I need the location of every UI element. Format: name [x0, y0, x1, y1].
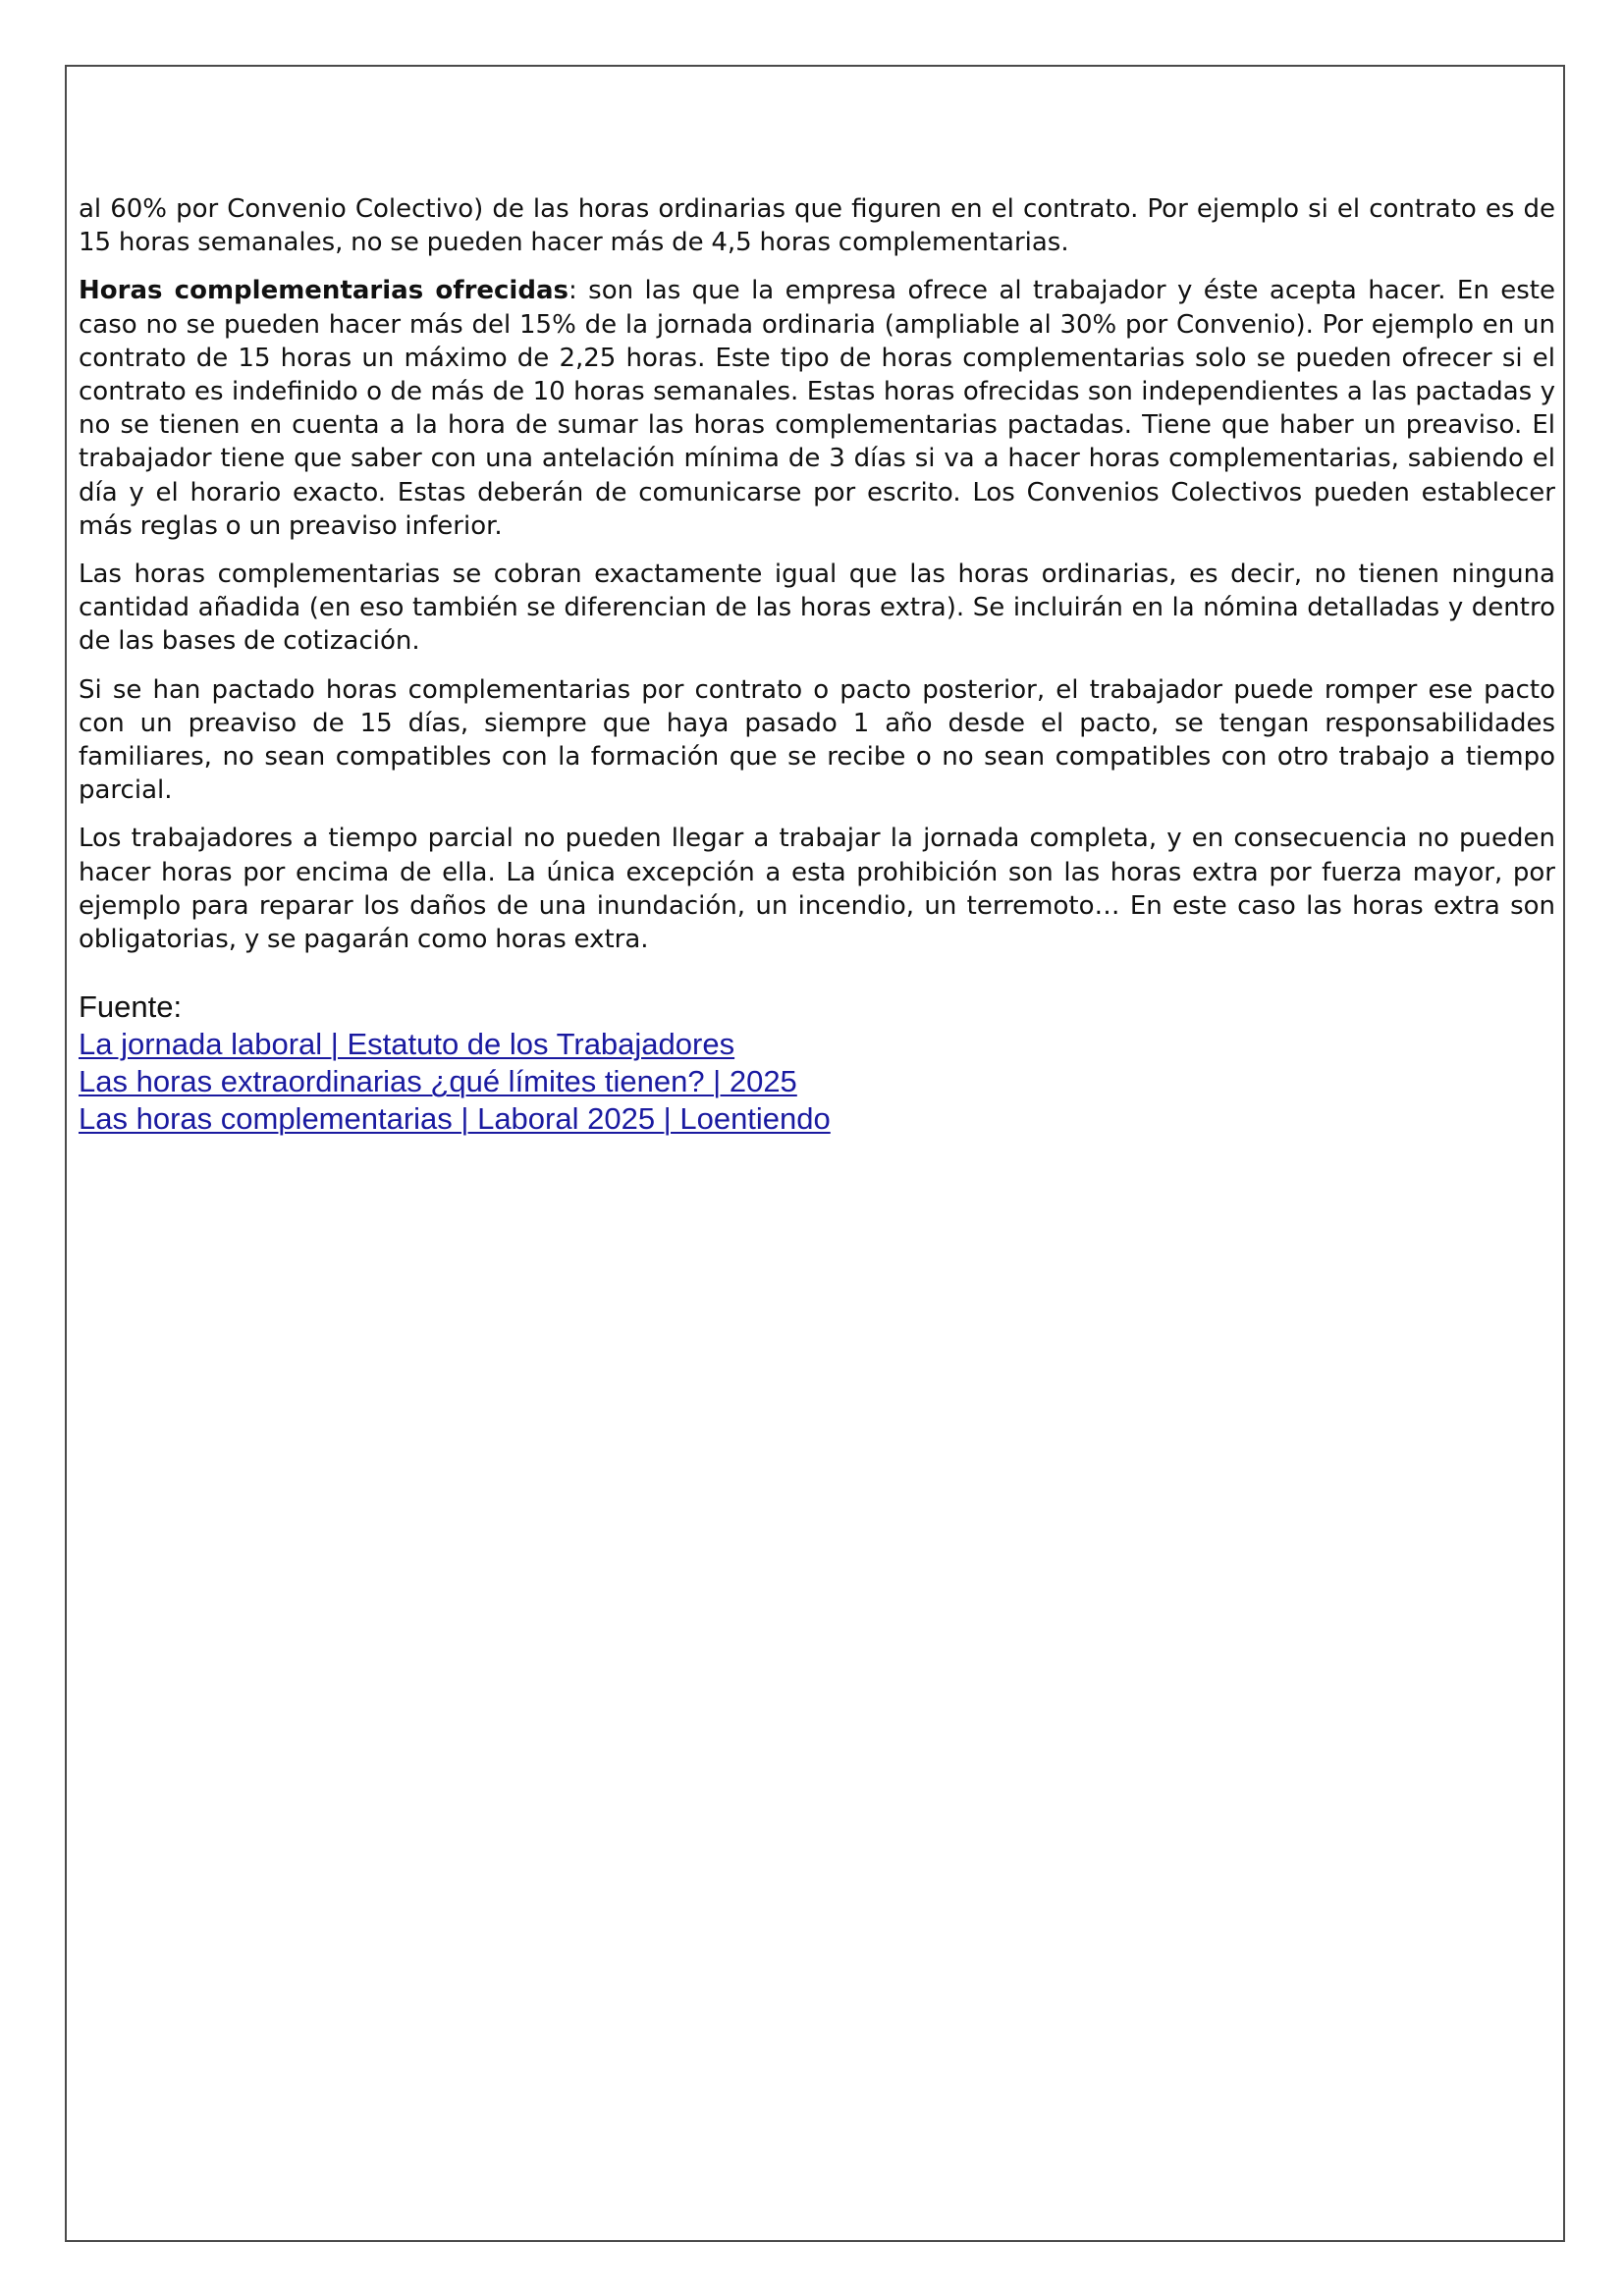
- paragraph-5: [79, 822, 1555, 956]
- paragraph-text: Los trabajadores a tiempo parcial no pueden llegar a trabajar la jornada completa, y en consecuencia no pueden hacer horas por encima de ella. La única excepción a esta prohibición son las horas extra por fuerza mayor, por ejemplo para reparar los daños de una inundación, un incendio, un terremoto… En este caso las horas extra son obligatorias, y se pagarán como horas extra.: [79, 824, 1555, 955]
- paragraph-lead-bold: Horas complementarias ofrecidas: [79, 276, 568, 306]
- paragraph-text: Si se han pactado horas complementarias por contrato o pacto posterior, el trabajador puede romper ese pacto con un preaviso de 15 días, siempre que haya pasado 1 año desde el pacto, se tengan responsabilidades familiares, no sean compatibles con la formación que se recibe o no sean compatibles con otro trabajo a tiempo parcial.: [79, 674, 1555, 806]
- source-link-jornada-laboral[interactable]: La jornada laboral | Estatuto de los Trabajadores: [79, 1027, 735, 1062]
- sources-label: Fuente:: [79, 989, 183, 1025]
- paragraph-3: [79, 558, 1555, 659]
- paragraph-text: : son las que la empresa ofrece al trabajador y éste acepta hacer. En este caso no se pueden hacer más del 15% de la jornada ordinaria (ampliable al 30% por Convenio). Por ejemplo en un contrato de 15 horas un máximo de 2,25 horas. Este tipo de horas complementarias solo se pueden ofrecer si el contrato es indefinido o de más de 10 horas semanales. Estas horas ofrecidas son independientes a las pactadas y no se tienen en cuenta a la hora de sumar las horas complementarias pactadas. Tiene que haber un preaviso. El trabajador tiene que saber con una antelación mínima de 3 días si va a hacer horas complementarias, sabiendo el día y el horario exacto. Estas deberán de comunicarse por escrito. Los Convenios Colectivos pueden establecer más reglas o un preaviso inferior.: [79, 276, 1555, 541]
- source-link-horas-extraordinarias[interactable]: Las horas extraordinarias ¿qué límites tienen? | 2025: [79, 1064, 797, 1099]
- document-body: [79, 192, 1555, 1138]
- paragraph-text: al 60% por Convenio Colectivo) de las horas ordinarias que figuren en el contrato. Por ejemplo si el contrato es de 15 horas semanales, no se pueden hacer más de 4,5 horas complementarias.: [79, 194, 1555, 258]
- paragraph-4: [79, 673, 1555, 808]
- sources-section: [79, 988, 1555, 1138]
- paragraph-2: [79, 274, 1555, 543]
- paragraph-text: Las horas complementarias se cobran exactamente igual que las horas ordinarias, es decir, no tienen ninguna cantidad añadida (en eso también se diferencian de las horas extra). Se incluirán en la nómina detalladas y dentro de las bases de cotización.: [79, 560, 1555, 657]
- source-link-horas-complementarias[interactable]: Las horas complementarias | Laboral 2025 | Loentiendo: [79, 1101, 831, 1137]
- paragraph-1: [79, 192, 1555, 259]
